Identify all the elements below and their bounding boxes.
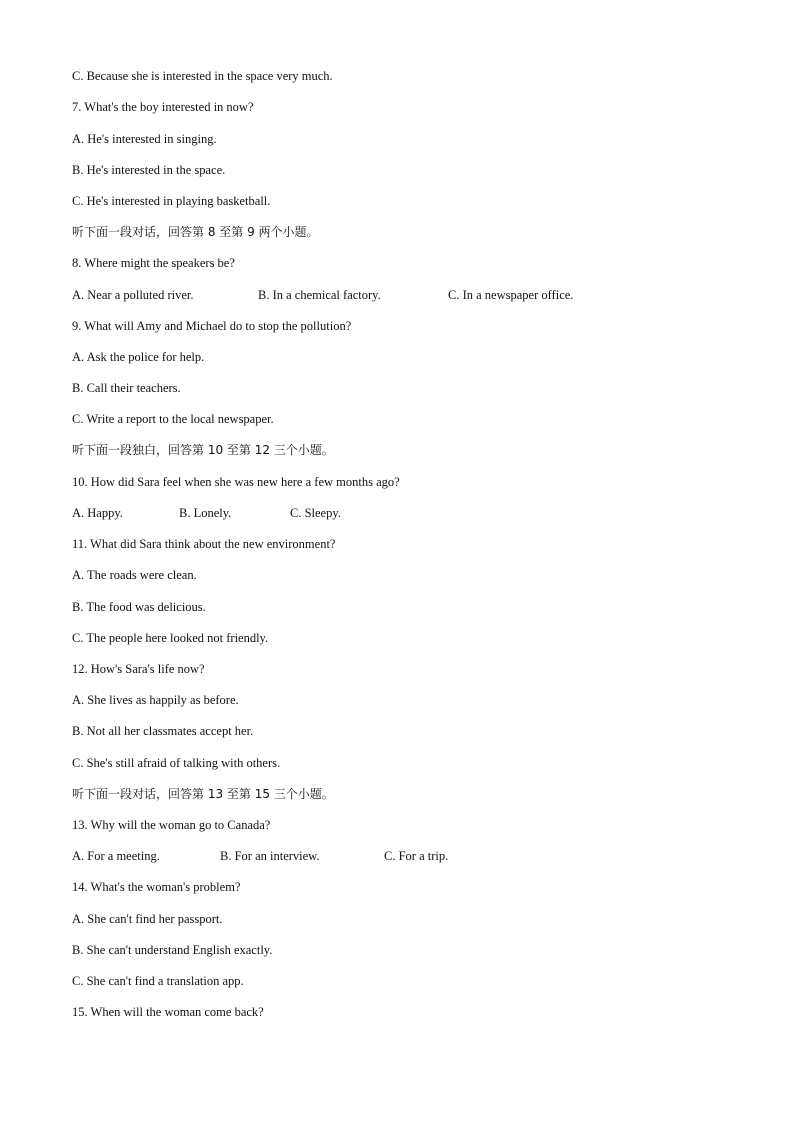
- q9-question: 9. What will Amy and Michael do to stop the pollution?: [72, 319, 352, 333]
- q11-option-c: C. The people here looked not friendly.: [72, 631, 269, 645]
- section-instruction-13-15: 听下面一段对话，回答第 13 至第 15 三个小题。: [72, 787, 334, 801]
- q15-question: 15. When will the woman come back?: [72, 1005, 264, 1019]
- q7-option-b: B. He's interested in the space.: [72, 163, 226, 177]
- q9-option-a: A. Ask the police for help.: [72, 350, 205, 364]
- q14-option-a: A. She can't find her passport.: [72, 912, 223, 926]
- q10-option-c: C. Sleepy.: [290, 506, 341, 520]
- q10-option-a: A. Happy.: [72, 506, 123, 520]
- q14-question: 14. What's the woman's problem?: [72, 880, 241, 894]
- q8-option-a: A. Near a polluted river.: [72, 288, 194, 302]
- q8-option-b: B. In a chemical factory.: [258, 288, 381, 302]
- q11-option-b: B. The food was delicious.: [72, 600, 206, 614]
- section-instruction-8-9: 听下面一段对话，回答第 8 至第 9 两个小题。: [72, 225, 319, 239]
- q14-option-c: C. She can't find a translation app.: [72, 974, 244, 988]
- q14-option-b: B. She can't understand English exactly.: [72, 943, 273, 957]
- q9-option-b: B. Call their teachers.: [72, 381, 181, 395]
- q12-option-a: A. She lives as happily as before.: [72, 693, 239, 707]
- q11-question: 11. What did Sara think about the new environment?: [72, 537, 336, 551]
- q8-option-c: C. In a newspaper office.: [448, 288, 574, 302]
- section-instruction-10-12: 听下面一段独白，回答第 10 至第 12 三个小题。: [72, 443, 334, 457]
- q11-option-a: A. The roads were clean.: [72, 568, 197, 582]
- q12-option-c: C. She's still afraid of talking with others.: [72, 756, 281, 770]
- q10-question: 10. How did Sara feel when she was new here a few months ago?: [72, 475, 400, 489]
- q8-question: 8. Where might the speakers be?: [72, 256, 235, 270]
- q12-option-b: B. Not all her classmates accept her.: [72, 724, 254, 738]
- q7-question: 7. What's the boy interested in now?: [72, 100, 254, 114]
- q13-option-a: A. For a meeting.: [72, 849, 160, 863]
- q7-option-c: C. He's interested in playing basketball.: [72, 194, 271, 208]
- q6-option-c: C. Because she is interested in the space very much.: [72, 69, 333, 83]
- q13-option-b: B. For an interview.: [220, 849, 320, 863]
- q9-option-c: C. Write a report to the local newspaper.: [72, 412, 274, 426]
- q13-question: 13. Why will the woman go to Canada?: [72, 818, 271, 832]
- q12-question: 12. How's Sara's life now?: [72, 662, 205, 676]
- q7-option-a: A. He's interested in singing.: [72, 132, 217, 146]
- q13-option-c: C. For a trip.: [384, 849, 449, 863]
- q10-option-b: B. Lonely.: [179, 506, 232, 520]
